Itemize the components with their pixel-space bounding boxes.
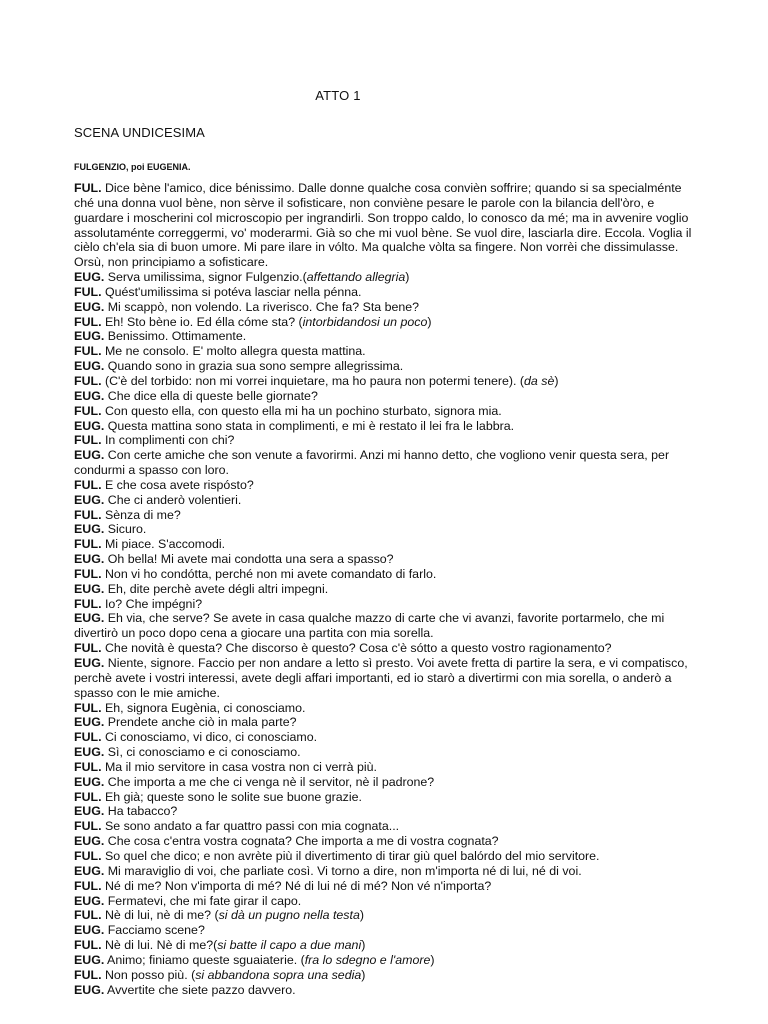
speaker-label: FUL. <box>74 878 102 893</box>
speech-text: Che cosa c'entra vostra cognata? Che importa a me di vostra cognata? <box>104 834 499 849</box>
dialogue-line <box>74 419 702 434</box>
dialogue-line <box>74 404 702 419</box>
dialogue-line <box>74 597 702 612</box>
speech-text: Con certe amiche che son venute a favorirmi. Anzi mi hanno detto, che vogliono venir questa sera, per condurmi a spasso con loro. <box>74 448 670 478</box>
speaker-label: EUG. <box>74 834 105 849</box>
dialogue-line <box>74 983 702 998</box>
speech-text: E che cosa avete rispósto? <box>101 477 254 492</box>
speaker-label: FUL. <box>74 789 102 804</box>
dialogue-line <box>74 315 702 330</box>
stage-direction: si dà un pugno nella testa <box>218 908 360 923</box>
dialogue-line <box>74 389 702 404</box>
speech-text: Con questo ella, con questo ella mi ha un pochino sturbato, signora mia. <box>101 403 502 418</box>
dialogue-line <box>74 508 702 523</box>
speaker-label: FUL. <box>74 641 102 656</box>
speech-text: Mi piace. S'accomodi. <box>101 537 226 552</box>
dialogue-line <box>74 522 702 537</box>
speech-text: Benissimo. Ottimamente. <box>104 329 247 344</box>
speech-text: Eh! Sto bène io. Ed élla cóme sta? ( <box>101 314 303 329</box>
speech-text: Né di me? Non v'importa di mé? Né di lui né di mé? Non vé n'importa? <box>101 878 492 893</box>
dialogue-line <box>74 864 702 879</box>
speaker-label: FUL. <box>74 566 102 581</box>
dialogue-line <box>74 285 702 300</box>
dialogue-line <box>74 448 702 478</box>
speech-text: ) <box>427 314 432 329</box>
speaker-label: EUG. <box>74 893 105 908</box>
stage-direction: si batte il capo a due mani <box>217 938 362 953</box>
speaker-label: FUL. <box>74 730 102 745</box>
stage-direction: intorbidandosi un poco <box>302 314 428 329</box>
dialogue-line <box>74 879 702 894</box>
speaker-label: EUG. <box>74 448 105 463</box>
speech-text: Sènza di me? <box>101 507 181 522</box>
dialogue-line <box>74 775 702 790</box>
speech-text: Me ne consolo. E' molto allegra questa mattina. <box>101 344 366 359</box>
dialogue-line <box>74 478 702 493</box>
dialogue-line <box>74 270 702 285</box>
speaker-label: FUL. <box>74 314 102 329</box>
speaker-label: FUL. <box>74 344 102 359</box>
speaker-label: FUL. <box>74 938 102 953</box>
speaker-label: EUG. <box>74 418 105 433</box>
dialogue-line <box>74 760 702 775</box>
speaker-label: EUG. <box>74 522 105 537</box>
dialogue-line <box>74 938 702 953</box>
speech-text: Se sono andato a far quattro passi con mia cognata... <box>101 819 400 834</box>
speech-text: Che novità è questa? Che discorso è questo? Cosa c'è sótto a questo vostro ragionamento? <box>101 641 612 656</box>
speech-text: Quando sono in grazia sua sono sempre allegrissima. <box>104 359 404 374</box>
dialogue-line <box>74 730 702 745</box>
speech-text: Che dice ella di queste belle giornate? <box>104 388 318 403</box>
speaker-label: FUL. <box>74 373 102 388</box>
speaker-label: EUG. <box>74 715 105 730</box>
speech-text: Quést'umilissima si potéva lasciar nella pénna. <box>101 284 362 299</box>
speech-text: ) <box>361 938 366 953</box>
speaker-label: FUL. <box>74 596 102 611</box>
speaker-label: EUG. <box>74 745 105 760</box>
speech-text: Mi maraviglio di voi, che parliate così. Vi torno a dire, non m'importa né di lui, né di voi. <box>104 863 582 878</box>
speech-text: Io? Che impégni? <box>101 596 203 611</box>
dialogue-line <box>74 834 702 849</box>
dialogue-line <box>74 641 702 656</box>
speech-text: Eh, signora Eugènia, ci conosciamo. <box>101 700 306 715</box>
speaker-label: FUL. <box>74 403 102 418</box>
dialogue-line <box>74 552 702 567</box>
dialogue-line <box>74 715 702 730</box>
speech-text: Eh, dite perchè avete dégli altri impegni. <box>104 581 329 596</box>
speech-text: Serva umilissima, signor Fulgenzio.( <box>104 270 307 285</box>
speaker-label: EUG. <box>74 952 105 967</box>
speaker-label: EUG. <box>74 581 105 596</box>
speech-text: ) <box>361 967 366 982</box>
act-heading: ATTO 1 <box>315 88 361 103</box>
speech-text: Ha tabacco? <box>104 804 178 819</box>
speech-text: Eh già; queste sono le solite sue buone grazie. <box>101 789 362 804</box>
dialogue-line <box>74 908 702 923</box>
dialogue-line <box>74 701 702 716</box>
speech-text: Nè di lui. Nè di me?( <box>101 938 218 953</box>
speaker-label: FUL. <box>74 819 102 834</box>
speech-text: Dice bène l'amico, dice bénissimo. Dalle donne qualche cosa convièn soffrire; quando si sa specialménte ché una donna vuol bène, non sèrve il sofisticare, non conviène pesare le parole con la bilancia dell'òro, e guardare i moscherini col microscopio per ingrandirli. Son troppo caldo, lo conosco da mé; ma in avvenire voglio assolutaménte correggermi, vo' moderarmi. Già so che mi vuol bène. Se vuol dire, lasciarla dire. Eccola. Voglia il cièlo ch'ela sia di buon umore. Mi pare ilare in vólto. Ma qualche vòlta sa fingere. Non vorrèi che dissimulasse. Orsù, non principiamo a sofisticare. <box>74 181 692 270</box>
speech-text: In complimenti con chi? <box>101 433 235 448</box>
speaker-label: EUG. <box>74 299 105 314</box>
speech-text: Nè di lui, nè di me? ( <box>101 908 219 923</box>
speech-text: Sicuro. <box>104 522 147 537</box>
speaker-label: FUL. <box>74 700 102 715</box>
dialogue-line <box>74 433 702 448</box>
speaker-label: FUL. <box>74 477 102 492</box>
speech-text: ) <box>554 373 559 388</box>
dialogue-line <box>74 968 702 983</box>
speech-text: So quel che dico; e non avrète più il divertimento di tirar giù quel balórdo del mio servitore. <box>101 848 600 863</box>
speaker-label: FUL. <box>74 284 102 299</box>
stage-direction: fra lo sdegno e l'amore <box>304 952 431 967</box>
dialogue-line <box>74 181 702 270</box>
dialogue-line <box>74 923 702 938</box>
speaker-label: FUL. <box>74 848 102 863</box>
dialogue-line <box>74 300 702 315</box>
speaker-label: FUL. <box>74 507 102 522</box>
dialogue-line <box>74 344 702 359</box>
speech-text: Che importa a me che ci venga nè il servitor, nè il padrone? <box>104 774 435 789</box>
speaker-label: FUL. <box>74 967 102 982</box>
dialogue-line <box>74 582 702 597</box>
speech-text: ) <box>430 952 435 967</box>
speaker-label: EUG. <box>74 359 105 374</box>
speaker-label: EUG. <box>74 656 105 670</box>
dialogue-line <box>74 804 702 819</box>
speaker-label: EUG. <box>74 611 105 626</box>
speech-text: Facciamo scene? <box>104 923 205 938</box>
speaker-label: EUG. <box>74 982 105 997</box>
speech-text: Non vi ho condótta, perché non mi avete comandato di farlo. <box>101 566 437 581</box>
speaker-label: EUG. <box>74 923 105 938</box>
dialogue-line <box>74 329 702 344</box>
speaker-label: FUL. <box>74 908 102 923</box>
speaker-label: EUG. <box>74 863 105 878</box>
speech-text: Ci conosciamo, vi dico, ci conosciamo. <box>101 730 318 745</box>
dialogue-line <box>74 359 702 374</box>
stage-direction: affettando allegria <box>306 270 406 285</box>
speech-text: Sì, ci conosciamo e ci conosciamo. <box>104 745 301 760</box>
speaker-label: FUL. <box>74 537 102 552</box>
dialogue-body <box>74 181 702 997</box>
dialogue-line <box>74 745 702 760</box>
speech-text: Niente, signore. Faccio per non andare a letto sì presto. Voi avete fretta di partire la sera, e vi compatisco, perchè avete i vostri interessi, avete degli affari importanti, ed io starò a divertirmi con mia sorella, o anderò a spasso con le mie amiche. <box>74 656 688 700</box>
speaker-label: EUG. <box>74 804 105 819</box>
speaker-label: EUG. <box>74 774 105 789</box>
stage-direction: da sè <box>524 373 555 388</box>
dialogue-line <box>74 493 702 508</box>
dialogue-line <box>74 611 702 641</box>
speech-text: ) <box>359 908 364 923</box>
speech-text: Avvertite che siete pazzo davvero. <box>104 982 296 997</box>
speech-text: Questa mattina sono stata in complimenti, e mi è restato il lei fra le labbra. <box>104 418 515 433</box>
speaker-label: EUG. <box>74 388 105 403</box>
speaker-label: EUG. <box>74 329 105 344</box>
speech-text: Mi scappò, non volendo. La riverisco. Che fa? Sta bene? <box>104 299 420 314</box>
dialogue-line <box>74 537 702 552</box>
dialogue-line <box>74 894 702 909</box>
speech-text: Che ci anderò volentieri. <box>104 492 242 507</box>
speaker-label: FUL. <box>74 181 102 195</box>
speaker-label: FUL. <box>74 433 102 448</box>
speech-text: Fermatevi, che mi fate girar il capo. <box>104 893 302 908</box>
dialogue-line <box>74 849 702 864</box>
speech-text: Prendete anche ciò in mala parte? <box>104 715 297 730</box>
speech-text: Animo; finiamo queste sguaiaterie. ( <box>104 952 305 967</box>
dialogue-line <box>74 790 702 805</box>
dialogue-line <box>74 374 702 389</box>
dialogue-line <box>74 819 702 834</box>
speech-text: Ma il mio servitore in casa vostra non ci verrà più. <box>101 759 377 774</box>
speech-text: Oh bella! Mi avete mai condotta una sera a spasso? <box>104 552 394 567</box>
dialogue-line <box>74 656 702 701</box>
speaker-label: EUG. <box>74 270 105 285</box>
characters-line: FULGENZIO, poi EUGENIA. <box>74 162 191 172</box>
speaker-label: EUG. <box>74 492 105 507</box>
speech-text: Eh via, che serve? Se avete in casa qualche mazzo di carte che vi avanzi, favorite portarmelo, che mi divertirò un poco dopo cena a giocare una partita con mia sorella. <box>74 611 665 641</box>
speaker-label: FUL. <box>74 759 102 774</box>
dialogue-line <box>74 953 702 968</box>
speaker-label: EUG. <box>74 552 105 567</box>
speech-text: ) <box>405 270 410 285</box>
speech-text: Non posso più. ( <box>101 967 196 982</box>
scene-heading: SCENA UNDICESIMA <box>74 125 205 140</box>
dialogue-line <box>74 567 702 582</box>
speech-text: (C'è del torbido: non mi vorrei inquietare, ma ho paura non potermi tenere). ( <box>101 373 525 388</box>
stage-direction: si abbandona sopra una sedia <box>195 967 362 982</box>
